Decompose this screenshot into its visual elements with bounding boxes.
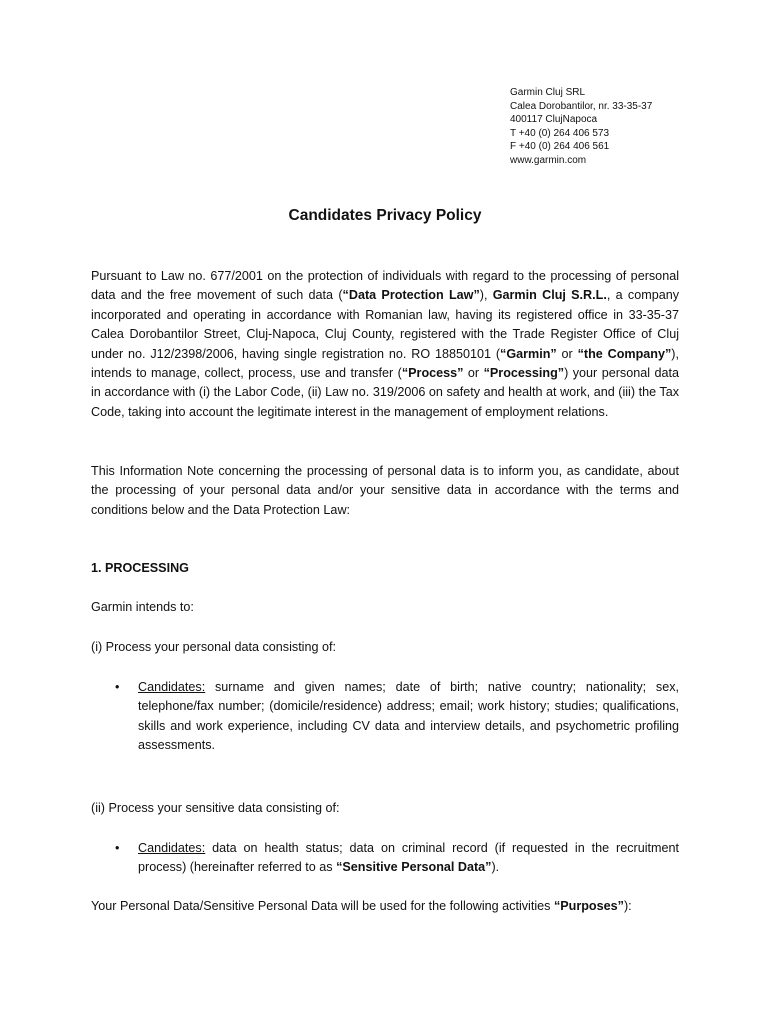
section-lead: Garmin intends to:	[91, 600, 194, 614]
bullet-icon: •	[115, 841, 120, 855]
intro-paragraph-1	[91, 267, 679, 422]
list-item-sensitive-data	[91, 839, 679, 878]
list-item-text	[138, 839, 679, 878]
purposes-line	[91, 897, 632, 916]
term-purposes: “Purposes”	[553, 899, 624, 913]
list-item-label: Candidates:	[138, 841, 206, 855]
bullet-icon: •	[115, 680, 120, 694]
list-item-body: ).	[491, 860, 500, 875]
term-garmin: “Garmin”	[500, 346, 557, 361]
intro-text: ),	[479, 288, 493, 303]
letterhead-address	[510, 86, 750, 168]
list-item-personal-data	[91, 678, 679, 756]
term-the-company: “the Company”	[577, 346, 672, 361]
term-sensitive-personal-data: “Sensitive Personal Data”	[336, 860, 492, 875]
city-postcode: 400117 ClujNapoca	[510, 114, 598, 126]
list-item-text	[138, 678, 679, 756]
term-data-protection-law: “Data Protection Law”	[342, 288, 480, 303]
phone-number: T +40 (0) 264 406 573	[510, 127, 610, 139]
fax-number: F +40 (0) 264 406 561	[510, 141, 610, 153]
intro-text: or	[556, 346, 578, 361]
company-legal-name: Garmin Cluj S.R.L.	[492, 288, 607, 303]
street-address: Calea Dorobantilor, nr. 33-35-37	[510, 100, 653, 112]
section-heading-processing: 1. PROCESSING	[91, 561, 189, 575]
personal-data-lead: (i) Process your personal data consisting of:	[91, 640, 336, 654]
purposes-text: ):	[623, 899, 632, 913]
intro-text: , a company incorporated and operating in accordance with Romanian law, having its registered office in 33-35-37 Calea Dorobantilor Street, Cluj-Napoca, Cluj County, registered with the Trade Register Office of Cluj under no. J12/2398/2006, having single registration no. RO 18850101 (	[91, 288, 680, 361]
document-title: Candidates Privacy Policy	[288, 207, 482, 224]
list-item-label: Candidates:	[138, 680, 206, 694]
list-item-body: surname and given names; date of birth; native country; nationality; sex, telephone/fax number; (domicile/residence) address; email; work history; studies; qualifications, skills and work experience, including CV data and interview details, and psychometric profiling assessments.	[138, 680, 679, 753]
term-processing: “Processing”	[483, 366, 565, 381]
intro-text: Pursuant to Law no. 677/2001 on the protection of individuals with regard to the processing of personal data and the free movement of such data (	[91, 269, 679, 303]
company-name: Garmin Cluj SRL	[510, 87, 586, 98]
intro-paragraph-2: This Information Note concerning the processing of personal data is to inform you, as candidate, about the processing of your personal data and/or your sensitive data in accordance with the terms and conditions below and the Data Protection Law:	[91, 464, 679, 517]
intro-text: ), intends to manage, collect, process, use and transfer (	[91, 346, 679, 381]
intro-text: ) your personal data in accordance with (i) the Labor Code, (ii) Law no. 319/2006 on safety and health at work, and (iii) the Tax Code, taking into account the legitimate interest in the management of employment relations.	[91, 366, 679, 419]
list-item-body: data on health status; data on criminal record (if requested in the recruitment process) (hereinafter referred to as	[138, 841, 679, 875]
sensitive-data-lead: (ii) Process your sensitive data consisting of:	[91, 801, 340, 815]
term-process: “Process”	[401, 366, 464, 381]
purposes-text: Your Personal Data/Sensitive Personal Data will be used for the following activities	[91, 899, 554, 913]
website-link[interactable]: www.garmin.com	[510, 154, 587, 166]
intro-text: or	[463, 366, 484, 381]
